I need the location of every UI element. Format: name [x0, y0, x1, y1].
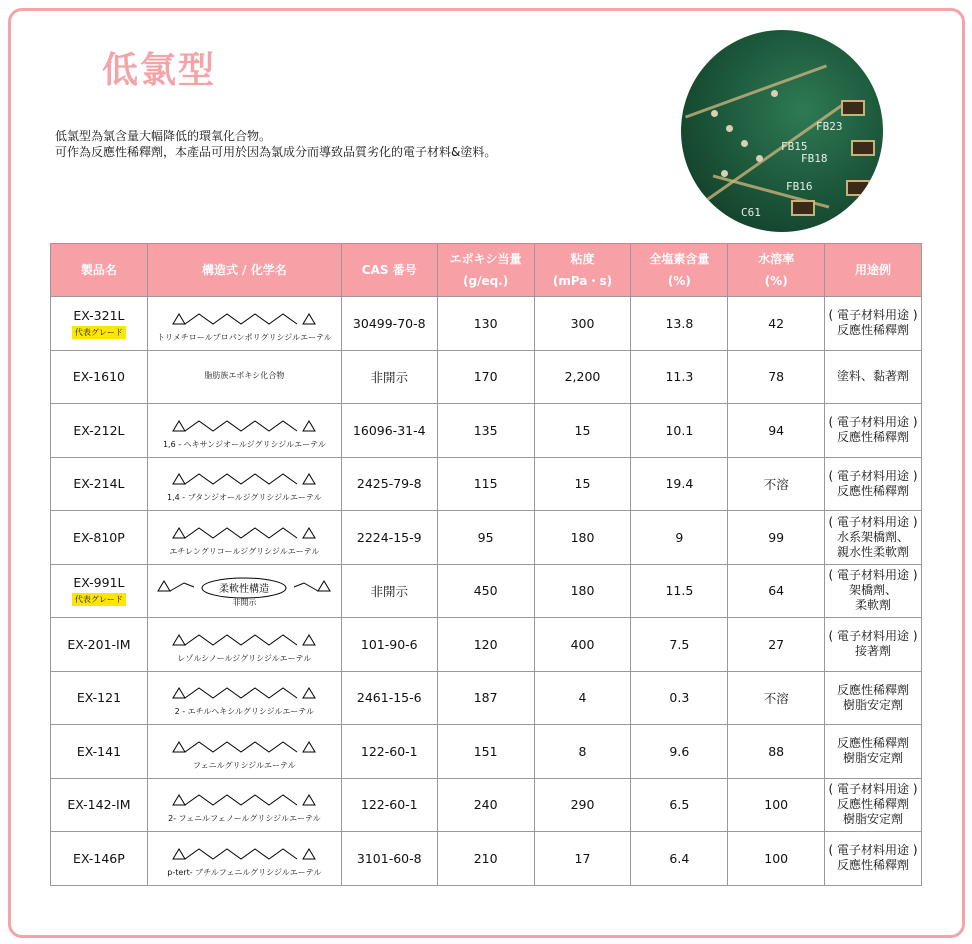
chemical-name: レゾルシノールジグリシジルエーテル	[177, 653, 312, 663]
table-row	[51, 725, 922, 779]
water-solubility: 27	[728, 618, 825, 672]
chlorine-content: 11.5	[631, 564, 728, 618]
product-name-cell	[51, 618, 148, 672]
cas-number: 101-90-6	[341, 618, 437, 672]
structure-cell	[147, 564, 341, 618]
structure-diagram	[159, 304, 329, 334]
representative-grade-badge: 代表グレード	[72, 593, 126, 606]
application-item: 反應性稀釋劑	[837, 682, 910, 697]
application-item: 反應性稀釋劑	[837, 858, 910, 873]
application-item: 水系架橋劑、	[837, 529, 910, 544]
structure-cell	[147, 404, 341, 458]
chemical-name: 2 - エチルヘキシルグリシジルエーテル	[174, 707, 315, 717]
column-header	[825, 244, 922, 297]
application-item: 樹脂安定劑	[843, 751, 904, 766]
product-name: EX-141	[76, 743, 122, 759]
product-name: EX-214L	[73, 476, 125, 492]
product-name-cell	[51, 297, 148, 351]
product-name: EX-121	[76, 690, 122, 706]
application-cell	[825, 511, 922, 565]
cas-number: 2224-15-9	[341, 511, 437, 565]
viscosity: 15	[534, 457, 631, 511]
epoxy-equivalent: 135	[437, 404, 534, 458]
water-solubility: 42	[728, 297, 825, 351]
structure-cell	[147, 457, 341, 511]
application-item: ( 電子材料用途 )	[828, 468, 918, 483]
chemical-name: フェニルグリシジルエーテル	[193, 760, 296, 770]
water-solubility: 100	[728, 832, 825, 886]
column-header	[534, 244, 631, 297]
application-item: ( 電子材料用途 )	[828, 782, 918, 797]
epoxy-equivalent: 120	[437, 618, 534, 672]
photo-label: FB18	[801, 152, 828, 165]
application-cell	[825, 564, 922, 618]
chemical-name: 2- フェニルフェノールグリシジルエーテル	[168, 814, 321, 824]
cas-number: 122-60-1	[341, 725, 437, 779]
structure-cell	[147, 618, 341, 672]
viscosity: 17	[534, 832, 631, 886]
table-row	[51, 457, 922, 511]
chemical-name: エチレングリコールジグリシジルエーテル	[169, 546, 320, 556]
application-item: 樹脂安定劑	[843, 812, 904, 827]
structure-diagram	[159, 411, 329, 441]
chlorine-content: 7.5	[631, 618, 728, 672]
viscosity: 8	[534, 725, 631, 779]
structure-diagram	[159, 785, 329, 815]
application-item: 反應性稀釋劑	[837, 430, 910, 445]
table-row	[51, 618, 922, 672]
cas-number: 16096-31-4	[341, 404, 437, 458]
viscosity: 400	[534, 618, 631, 672]
column-header	[51, 244, 148, 297]
epoxy-equivalent: 130	[437, 297, 534, 351]
table-row	[51, 404, 922, 458]
column-header	[437, 244, 534, 297]
header-unit: (g/eq.)	[463, 274, 509, 288]
structure-cell	[147, 725, 341, 779]
chlorine-content: 0.3	[631, 671, 728, 725]
structure-diagram	[159, 839, 329, 869]
structure-cell	[147, 832, 341, 886]
water-solubility: 78	[728, 350, 825, 404]
header-unit: (%)	[764, 274, 788, 288]
application-item: 反應性稀釋劑	[837, 736, 910, 751]
viscosity: 4	[534, 671, 631, 725]
application-item: ( 電子材料用途 )	[828, 415, 918, 430]
product-name: EX-201-IM	[67, 636, 131, 652]
flexible-structure-label: 柔軟性構造	[219, 584, 270, 596]
viscosity: 300	[534, 297, 631, 351]
water-solubility: 100	[728, 778, 825, 832]
header-unit: (mPa・s)	[552, 274, 613, 288]
table-row	[51, 832, 922, 886]
epoxy-equivalent: 450	[437, 564, 534, 618]
application-item: 反應性稀釋劑	[837, 797, 910, 812]
header-label: 全塩素含量	[649, 252, 710, 266]
application-item: ( 電子材料用途 )	[828, 568, 918, 583]
product-name: EX-991L	[73, 575, 125, 591]
application-item: 親水性柔軟劑	[837, 544, 910, 559]
pcb-photo	[681, 30, 883, 232]
application-item: 反應性稀釋劑	[837, 483, 910, 498]
application-cell	[825, 350, 922, 404]
chemical-name: 非開示	[232, 598, 257, 608]
description	[55, 128, 496, 160]
structure-diagram	[159, 732, 329, 762]
product-name: EX-1610	[72, 369, 125, 385]
chemical-name: p-tert- ブチルフェニルグリシジルエーテル	[167, 867, 322, 877]
cas-number: 非開示	[341, 350, 437, 404]
chemical-name: トリメチロールプロパンポリグリシジルエーテル	[156, 332, 332, 342]
viscosity: 15	[534, 404, 631, 458]
chlorine-content: 10.1	[631, 404, 728, 458]
product-name-cell	[51, 725, 148, 779]
chlorine-content: 6.5	[631, 778, 728, 832]
application-item: ( 電子材料用途 )	[828, 629, 918, 644]
column-header	[728, 244, 825, 297]
structure-diagram	[154, 573, 334, 599]
chemical-name: 脂肪族エポキシ化合物	[204, 371, 285, 381]
cas-number: 30499-70-8	[341, 297, 437, 351]
cas-number: 2425-79-8	[341, 457, 437, 511]
water-solubility: 不溶	[728, 457, 825, 511]
epoxy-equivalent: 210	[437, 832, 534, 886]
table-row	[51, 564, 922, 618]
viscosity: 180	[534, 564, 631, 618]
chlorine-content: 11.3	[631, 350, 728, 404]
cas-number: 2461-15-6	[341, 671, 437, 725]
structure-cell	[147, 511, 341, 565]
epoxy-equivalent: 95	[437, 511, 534, 565]
product-name-cell	[51, 778, 148, 832]
header-unit: (%)	[667, 274, 691, 288]
water-solubility: 88	[728, 725, 825, 779]
application-cell	[825, 618, 922, 672]
application-item: 架橋劑、	[849, 583, 898, 598]
viscosity: 180	[534, 511, 631, 565]
header-label: 水溶率	[758, 252, 795, 266]
application-item: 柔軟劑	[855, 598, 892, 613]
column-header	[147, 244, 341, 297]
epoxy-equivalent: 187	[437, 671, 534, 725]
application-item: 接著劑	[855, 644, 892, 659]
structure-diagram	[159, 518, 329, 548]
photo-label: FB15	[781, 140, 808, 153]
header-label: エポキシ当量	[449, 252, 522, 266]
table-row	[51, 350, 922, 404]
application-cell	[825, 725, 922, 779]
chlorine-content: 6.4	[631, 832, 728, 886]
table-row	[51, 778, 922, 832]
header-label: 粘度	[570, 252, 595, 266]
structure-diagram	[159, 678, 329, 708]
product-name-cell	[51, 404, 148, 458]
chlorine-content: 13.8	[631, 297, 728, 351]
application-item: 樹脂安定劑	[843, 697, 904, 712]
epoxy-equivalent: 115	[437, 457, 534, 511]
table-row	[51, 297, 922, 351]
cas-number: 3101-60-8	[341, 832, 437, 886]
water-solubility: 64	[728, 564, 825, 618]
product-name-cell	[51, 671, 148, 725]
structure-cell	[147, 350, 341, 404]
description-line: 低氯型為氯含量大幅降低的環氧化合物。	[55, 129, 272, 143]
structure-cell	[147, 297, 341, 351]
application-cell	[825, 832, 922, 886]
structure-cell	[147, 671, 341, 725]
structure-cell	[147, 778, 341, 832]
structure-diagram	[159, 464, 329, 494]
cas-number: 非開示	[341, 564, 437, 618]
application-item: 塗料、黏著劑	[837, 369, 910, 384]
application-cell	[825, 297, 922, 351]
epoxy-equivalent: 240	[437, 778, 534, 832]
product-name: EX-212L	[73, 422, 125, 438]
epoxy-equivalent: 151	[437, 725, 534, 779]
application-cell	[825, 671, 922, 725]
chemical-name: 1,4 - ブタンジオールジグリシジルエーテル	[167, 493, 322, 503]
structure-diagram	[159, 625, 329, 655]
water-solubility: 不溶	[728, 671, 825, 725]
product-name-cell	[51, 511, 148, 565]
application-cell	[825, 457, 922, 511]
column-header	[631, 244, 728, 297]
application-item: ( 電子材料用途 )	[828, 308, 918, 323]
product-name-cell	[51, 350, 148, 404]
header-label: 構造式 / 化学名	[201, 263, 287, 277]
viscosity: 290	[534, 778, 631, 832]
product-name-cell	[51, 457, 148, 511]
description-line: 可作為反應性稀釋劑，本產品可用於因為氯成分而導致品質劣化的電子材料&塗料。	[55, 145, 497, 159]
photo-label: C61	[741, 206, 761, 219]
table-row	[51, 671, 922, 725]
chlorine-content: 19.4	[631, 457, 728, 511]
application-item: 反應性稀釋劑	[837, 323, 910, 338]
viscosity: 2,200	[534, 350, 631, 404]
water-solubility: 94	[728, 404, 825, 458]
column-header	[341, 244, 437, 297]
application-cell	[825, 778, 922, 832]
chlorine-content: 9.6	[631, 725, 728, 779]
cas-number: 122-60-1	[341, 778, 437, 832]
product-name: EX-321L	[73, 307, 125, 323]
photo-label: FB23	[816, 120, 843, 133]
product-name: EX-146P	[73, 850, 125, 866]
epoxy-equivalent: 170	[437, 350, 534, 404]
application-item: ( 電子材料用途 )	[828, 514, 918, 529]
water-solubility: 99	[728, 511, 825, 565]
application-item: ( 電子材料用途 )	[828, 843, 918, 858]
table-row	[51, 511, 922, 565]
product-name: EX-142-IM	[67, 797, 131, 813]
chemical-name: 1,6 - ヘキサンジオールジグリシジルエーテル	[162, 439, 326, 449]
product-table	[50, 243, 922, 886]
header-label: 製品名	[80, 263, 117, 277]
product-name: EX-810P	[73, 529, 125, 545]
product-name-cell	[51, 564, 148, 618]
representative-grade-badge: 代表グレード	[72, 326, 126, 339]
page-title: 低氯型	[102, 50, 217, 91]
product-name-cell	[51, 832, 148, 886]
application-cell	[825, 404, 922, 458]
chlorine-content: 9	[631, 511, 728, 565]
photo-label: FB16	[786, 180, 813, 193]
header-label: CAS 番号	[361, 263, 417, 277]
header-label: 用途例	[855, 263, 892, 277]
